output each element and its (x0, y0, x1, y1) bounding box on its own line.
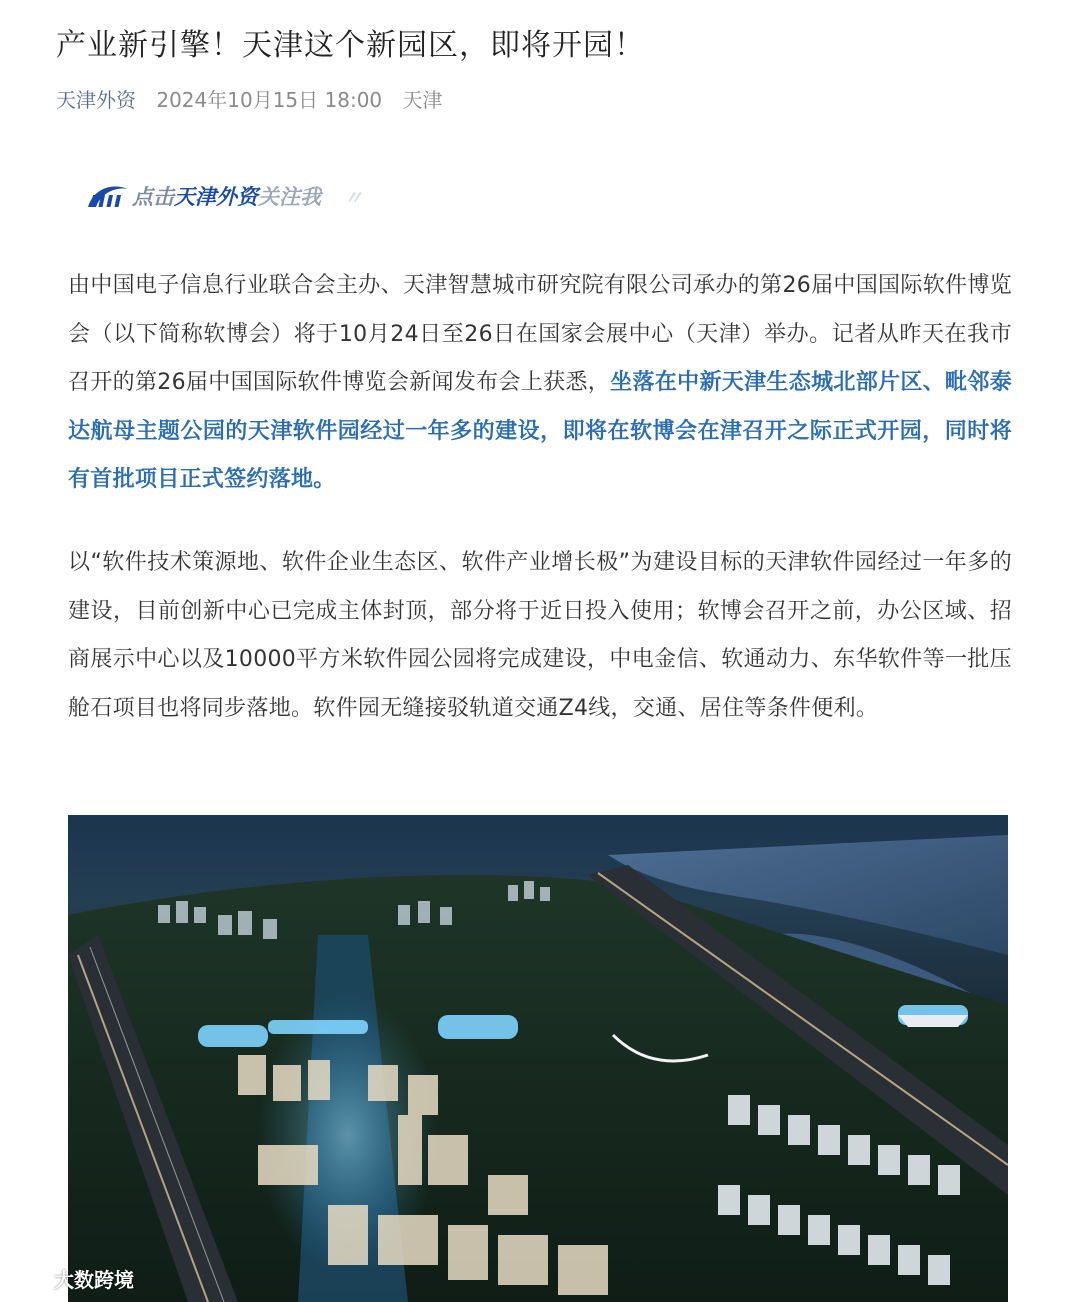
aerial-rendering-image[interactable] (68, 815, 1008, 1302)
article-paragraph-2: 以“软件技术策源地、软件企业生态区、软件产业增长极”为建设目标的天津软件园经过一年多的建设，目前创新中心已完成主体封顶，部分将于近日投入使用；软博会召开之前，办公区域、招商展示中心以及10000平方米软件园公园将完成建设，中电金信、软通动力、东华软件等一批压舱石项目也将同步落地。软件园无缝接驳轨道交通Z4线，交通、居住等条件便利。 (68, 550, 1012, 721)
article-paragraph-1 (68, 262, 1012, 505)
banner-text-brand: 天津外资 (174, 185, 258, 209)
article-meta (56, 86, 443, 114)
watermark-text: 大数跨境 (54, 1268, 134, 1292)
watermark-logo-icon (10, 1265, 50, 1293)
banner-text-click: 点击 (132, 185, 174, 209)
article-title: 产业新引擎！天津这个新园区，即将开园！ (56, 28, 645, 63)
brand-logo-icon (84, 181, 130, 211)
watermark (10, 1264, 134, 1293)
aerial-image-illustration (68, 815, 1008, 1302)
paragraph-1-highlight: 坐落在中新天津生态城北部片区、毗邻泰达航母主题公园的天津软件园经过一年多的建设，即将在软博会在津召开之际正式开园，同时将有首批项目正式签约落地。 (68, 370, 1012, 493)
publish-datetime: 2024年10月15日 18:00 (156, 88, 383, 112)
banner-decoration: 〃 (343, 185, 363, 210)
account-name-link[interactable]: 天津外资 (56, 88, 136, 112)
banner-text-follow: 关注我 (258, 185, 321, 209)
follow-banner[interactable] (84, 176, 363, 216)
publish-location: 天津 (402, 88, 443, 112)
paragraph-1-text: 由中国电子信息行业联合会主办、天津智慧城市研究院有限公司承办的第26届中国国际软件博览会（以下简称软博会）将于10月24日至26日在国家会展中心（天津）举办。记者从昨天在我市召开的第26届中国国际软件博览会新闻发布会上获悉， (68, 273, 1012, 396)
